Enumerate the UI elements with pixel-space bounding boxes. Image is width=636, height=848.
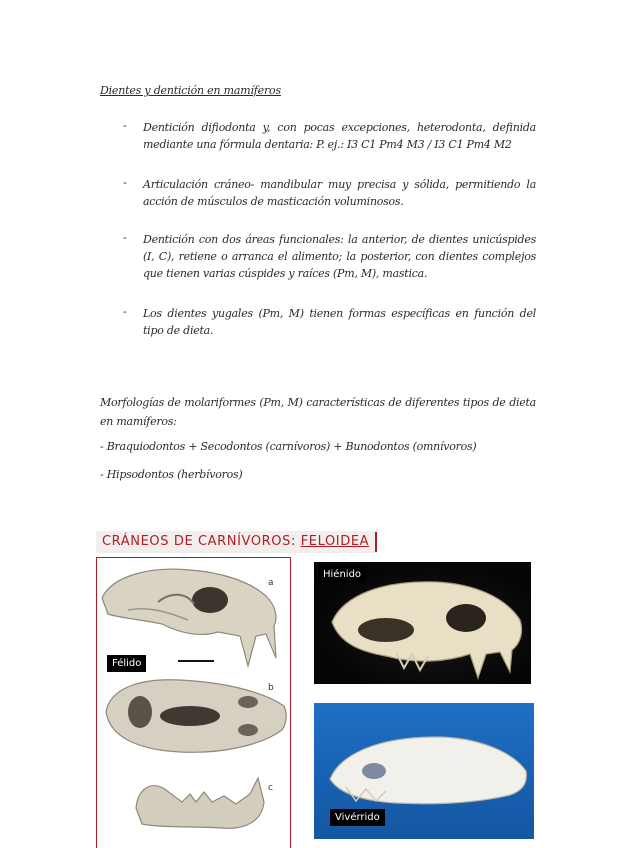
bullet-text: Dentición difiodonta y, con pocas excepciones, heterodonta, definida mediante una fórmula dentaria: P. ej.: I3 C1 Pm4 M3 / I3 C1 Pm4 M2	[143, 121, 536, 151]
page-title: Dientes y dentición en mamíferos	[100, 84, 281, 97]
diet-line-herbivores: - Hipsodontos (herbívoros)	[100, 468, 243, 481]
felido-label: Félido	[107, 655, 146, 672]
bullet-text: Los dientes yugales (Pm, M) tienen formas específicas en función del tipo de dieta.	[143, 307, 536, 337]
panel-letter-b: b	[268, 683, 274, 693]
bullet-marker: -	[123, 119, 127, 132]
viverrid-skull-image	[326, 731, 531, 811]
bullet-marker: -	[123, 231, 127, 244]
bullet-marker: -	[123, 176, 127, 189]
bullet-marker: -	[123, 305, 127, 318]
figure-title	[96, 531, 377, 553]
title-accent-bar	[375, 532, 377, 552]
felid-mandible-image	[132, 772, 272, 838]
bullet-text: Dentición con dos áreas funcionales: la anterior, de dientes unicúspides (I, C), retiene o arranca el alimento; la posterior, con dientes complejos que tienen varias cúspides y raíces (Pm, M), mastica.	[143, 233, 536, 280]
figure-title-prefix: CRÁNEOS DE CARNÍVOROS:	[102, 534, 301, 549]
panel-letter-a: a	[268, 578, 274, 588]
hyaenid-skull-image	[326, 572, 526, 682]
feloidea-link[interactable]: FELOIDEA	[300, 534, 370, 549]
viverrido-label: Vivérrido	[330, 809, 385, 826]
hienido-label: Hiénido	[318, 566, 366, 583]
bullet-text: Articulación cráneo- mandibular muy precisa y sólida, permitiendo la acción de músculos de masticación voluminosos.	[143, 178, 536, 208]
felid-skull-ventral-image	[100, 672, 290, 762]
diet-line-carnivores: - Braquiodontos + Secodontos (carnívoros) + Bunodontos (omnívoros)	[100, 440, 477, 453]
scale-bar	[178, 660, 214, 662]
morphology-paragraph: Morfologías de molariformes (Pm, M) características de diferentes tipos de dieta en mamíferos:	[100, 396, 536, 428]
panel-letter-c: c	[268, 783, 273, 793]
